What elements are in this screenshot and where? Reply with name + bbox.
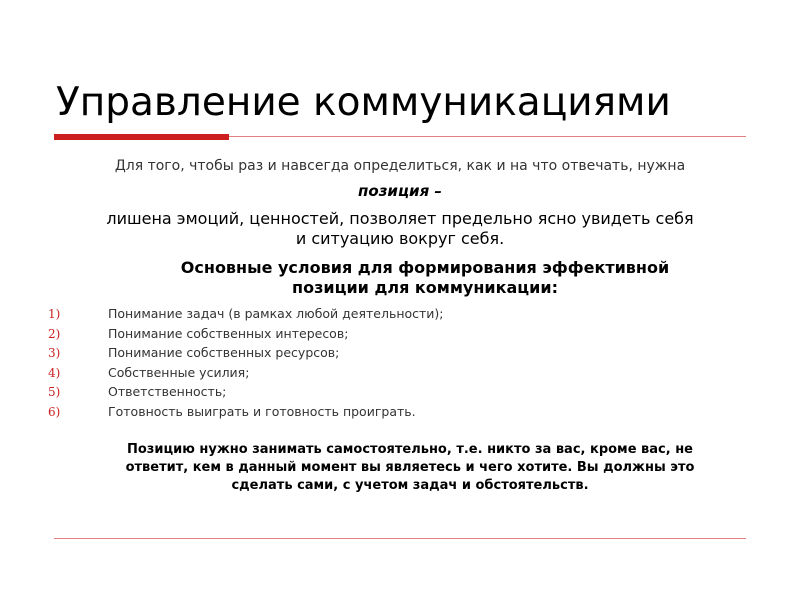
position-definition-line-2: и ситуацию вокруг себя. xyxy=(295,229,505,248)
list-item-text: Готовность выиграть и готовность проиграть. xyxy=(108,403,416,419)
list-item-number: 3) xyxy=(48,346,61,360)
conditions-heading-line-1: Основные условия для формирования эффективной xyxy=(180,258,670,277)
conditions-list xyxy=(48,304,444,421)
list-item-text: Понимание собственных ресурсов; xyxy=(108,345,340,360)
conclusion-line-3: сделать сами, с учетом задач и обстоятельств. xyxy=(231,478,589,493)
footer-divider-line xyxy=(54,538,746,539)
conclusion-line-2: ответит, кем в данный момент вы являетесь и чего хотите. Вы должны это xyxy=(125,460,695,475)
conclusion-text xyxy=(60,441,760,495)
title-divider-line xyxy=(229,136,746,137)
list-item-number: 2) xyxy=(48,326,61,341)
list-item xyxy=(48,363,444,383)
list-item-number: 4) xyxy=(48,365,61,380)
position-definition-line-1: лишена эмоций, ценностей, позволяет предельно ясно увидеть себя xyxy=(106,209,694,228)
list-item-number: 5) xyxy=(48,385,61,399)
position-definition xyxy=(40,209,760,249)
list-item xyxy=(48,324,444,344)
slide-title: Управление коммуникациями xyxy=(56,80,671,125)
title-accent-bar xyxy=(54,134,229,140)
conditions-heading-line-2: позиции для коммуникации: xyxy=(292,278,558,297)
conditions-heading xyxy=(70,258,780,298)
list-item xyxy=(48,402,444,422)
list-item xyxy=(48,343,444,363)
conclusion-line-1: Позицию нужно занимать самостоятельно, т.е. никто за вас, кроме вас, не xyxy=(126,442,693,457)
list-item-text: Собственные усилия; xyxy=(108,364,250,380)
list-item xyxy=(48,304,444,324)
list-item-text: Понимание задач (в рамках любой деятельности); xyxy=(108,306,444,321)
list-item-text: Ответственность; xyxy=(108,384,227,399)
list-item-text: Понимание собственных интересов; xyxy=(108,325,349,341)
intro-text: Для того, чтобы раз и навсегда определиться, как и на что отвечать, нужна xyxy=(114,158,686,174)
list-item-number: 1) xyxy=(48,307,61,321)
position-keyword: позиция – xyxy=(358,182,442,200)
list-item-number: 6) xyxy=(48,404,61,419)
list-item xyxy=(48,382,444,402)
